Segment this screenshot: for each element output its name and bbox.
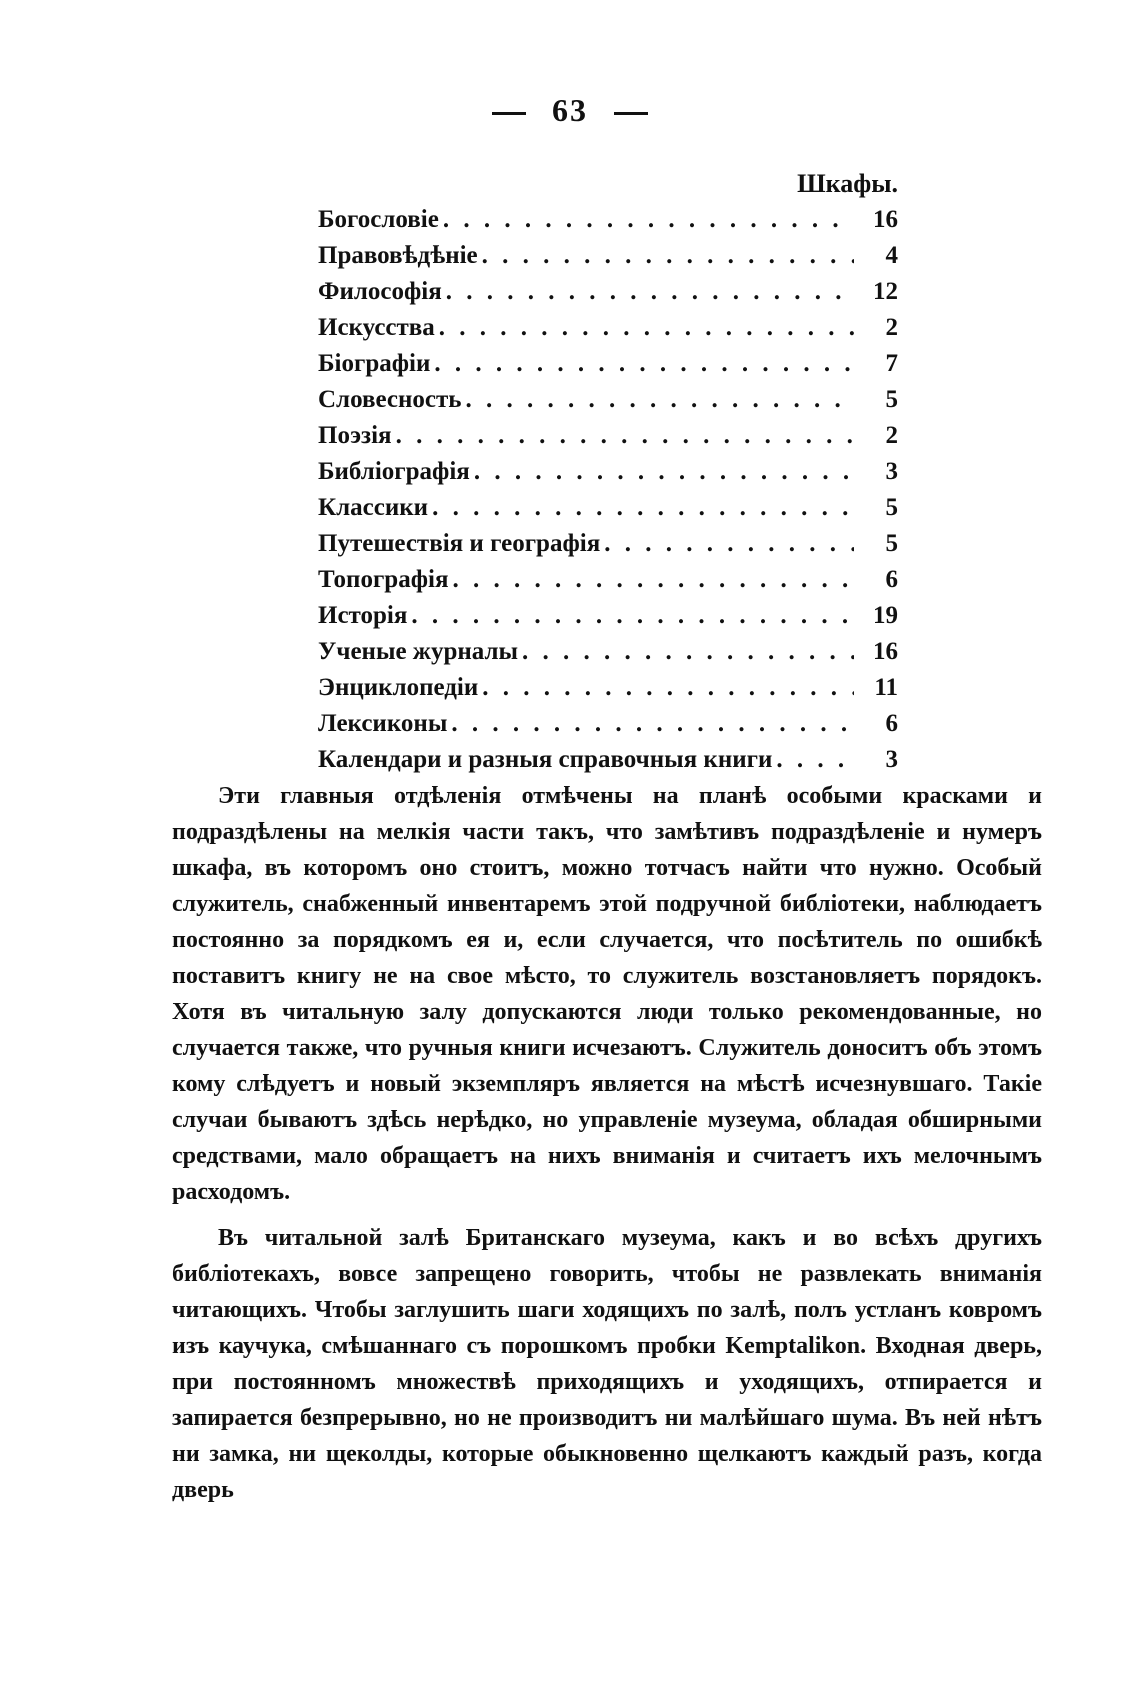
table-row <box>318 274 898 310</box>
table-row <box>318 418 898 454</box>
row-label: Богословіе <box>318 206 439 233</box>
table-row <box>318 562 898 598</box>
dot-leader <box>482 670 854 706</box>
dot-leader <box>522 634 854 670</box>
row-value: 3 <box>885 458 898 485</box>
dot-leader <box>776 742 854 778</box>
row-label: Путешествія и географія <box>318 530 601 557</box>
left-dash <box>492 112 526 115</box>
table-row <box>318 238 898 274</box>
row-label: Лексиконы <box>318 710 448 737</box>
row-label: Классики <box>318 494 429 521</box>
table-row <box>318 346 898 382</box>
dot-leader <box>474 454 854 490</box>
row-value: 2 <box>885 314 898 341</box>
table-row <box>318 742 898 778</box>
row-value: 3 <box>885 746 898 773</box>
table-row <box>318 598 898 634</box>
right-dash <box>614 112 648 115</box>
row-label: Библіографія <box>318 458 470 485</box>
table-rows <box>318 202 898 778</box>
row-value: 6 <box>885 566 898 593</box>
table-row <box>318 634 898 670</box>
row-label: Философія <box>318 278 442 305</box>
row-label: Біографіи <box>318 350 431 377</box>
row-value: 16 <box>873 206 898 233</box>
row-value: 11 <box>874 674 898 701</box>
row-label: Календари и разныя справочныя книги <box>318 746 773 773</box>
row-value: 19 <box>873 602 898 629</box>
dot-leader <box>434 346 854 382</box>
row-value: 4 <box>885 242 898 269</box>
row-value: 2 <box>885 422 898 449</box>
table-header: Шкафы. <box>797 169 898 198</box>
table-row <box>318 706 898 742</box>
row-value: 7 <box>885 350 898 377</box>
table-row <box>318 310 898 346</box>
table-row <box>318 382 898 418</box>
row-label: Ученые журналы <box>318 638 519 665</box>
row-label: Словесность <box>318 386 462 413</box>
row-label: Искусства <box>318 314 435 341</box>
dot-leader <box>396 418 854 454</box>
table-row <box>318 670 898 706</box>
dot-leader <box>452 562 854 598</box>
page-number: 63 <box>552 92 588 128</box>
row-value: 6 <box>885 710 898 737</box>
paragraph: Въ читальной залѣ Британскаго музеума, какъ и во всѣхъ другихъ библіотекахъ, вовсе запрещено говорить, чтобы не развлекать вниманія читающихъ. Чтобы заглушить шаги ходящихъ по залѣ, полъ устланъ ковромъ изъ каучука, смѣшаннаго съ порошкомъ пробки Kemptalikon. Входная дверь, при постоянномъ множествѣ приходящихъ и уходящихъ, отпирается и запирается безпрерывно, но не производитъ ни малѣйшаго шума. Въ ней нѣтъ ни замка, ни щеколды, которые обыкновенно щелкаютъ каждый разъ, когда дверь <box>172 1225 1042 1503</box>
paragraph: Эти главныя отдѣленія отмѣчены на планѣ особыми красками и подраздѣлены на мелкія части такъ, что замѣтивъ подраздѣленіе и нумеръ шкафа, въ которомъ оно стоитъ, можно тотчасъ найти что нужно. Особый служитель, снабженный инвентаремъ этой подручной библіотеки, наблюдаетъ постоянно за порядкомъ ея и, если случается, что посѣтитель по ошибкѣ поставитъ книгу не на свое мѣсто, то служитель возстановляетъ порядокъ. Хотя въ читальную залу допускаются люди только рекомендованные, но случается также, что ручныя книги исчезаютъ. Служитель доноситъ объ этомъ кому слѣдуетъ и новый экземпляръ является на мѣстѣ исчезнувшаго. Такіе случаи бываютъ здѣсь нерѣдко, но управленіе музеума, обладая обширными средствами, мало обращаетъ на нихъ вниманія и считаетъ ихъ мелочнымъ расходомъ. <box>172 783 1042 1205</box>
table-row <box>318 454 898 490</box>
dot-leader <box>451 706 854 742</box>
row-value: 16 <box>873 638 898 665</box>
table-row <box>318 526 898 562</box>
dot-leader <box>446 274 854 310</box>
table-row <box>318 490 898 526</box>
row-value: 5 <box>885 494 898 521</box>
row-label: Топографія <box>318 566 449 593</box>
page-number-line <box>0 92 1140 129</box>
dot-leader <box>432 490 854 526</box>
body-text <box>172 778 1042 1508</box>
table-row <box>318 202 898 238</box>
dot-leader <box>411 598 854 634</box>
row-label: Поэзія <box>318 422 392 449</box>
cabinet-table <box>318 166 898 778</box>
row-value: 5 <box>885 530 898 557</box>
dot-leader <box>604 526 854 562</box>
dot-leader <box>443 202 854 238</box>
row-label: Правовѣдѣніе <box>318 242 478 269</box>
dot-leader <box>439 310 854 346</box>
row-value: 12 <box>873 278 898 305</box>
row-label: Исторія <box>318 602 408 629</box>
row-label: Энциклопедіи <box>318 674 479 701</box>
dot-leader <box>482 238 854 274</box>
dot-leader <box>465 382 854 418</box>
row-value: 5 <box>885 386 898 413</box>
